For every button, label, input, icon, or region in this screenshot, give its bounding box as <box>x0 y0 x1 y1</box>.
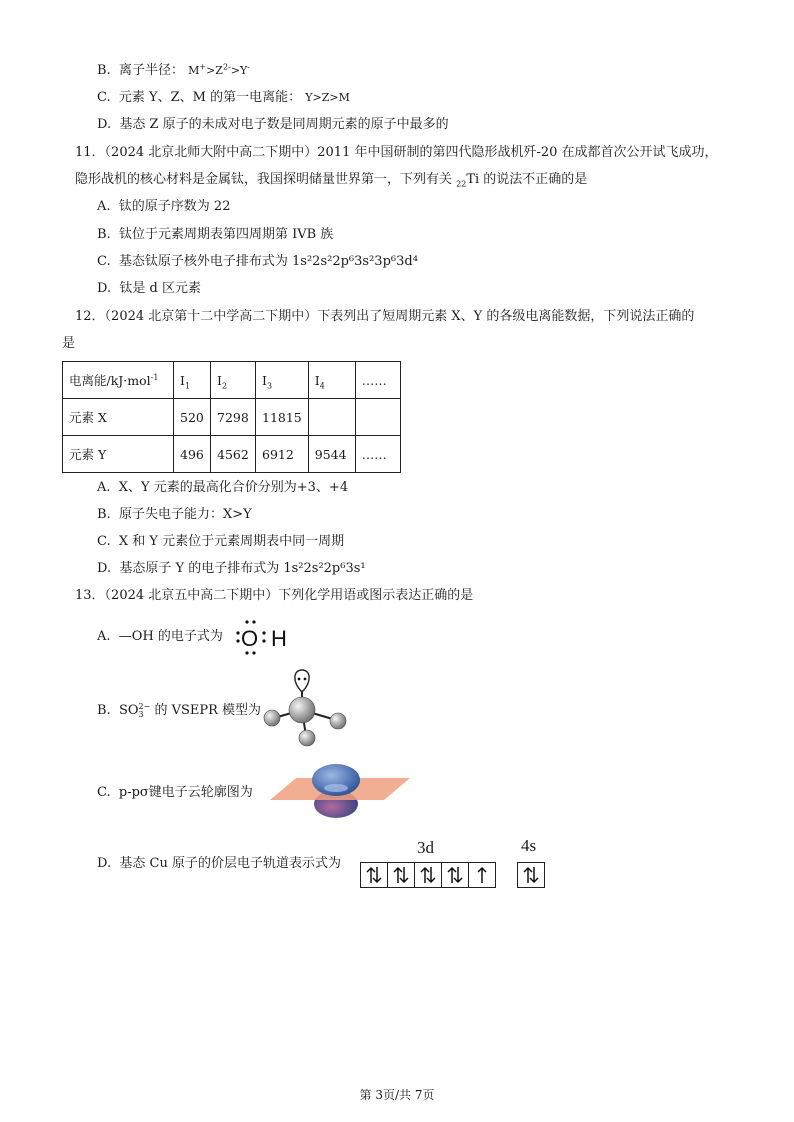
q12-option-a: A. X、Y 元素的最高化合价分别为+3、+4 <box>97 480 349 495</box>
ligand-sphere <box>264 710 280 726</box>
table-cell: 520 <box>174 399 211 436</box>
orbital-box-4s <box>517 862 545 888</box>
q11-option-d: D. 钛是 d 区元素 <box>97 281 201 296</box>
q11-option-b: B. 钛位于元素周期表第四周期第 IVB 族 <box>97 227 334 242</box>
table-cell: 元素 X <box>63 399 174 436</box>
q11-option-a: A. 钛的原子序数为 22 <box>97 199 231 214</box>
q10-option-c: C. 元素 Y、Z、M 的第一电离能： Y>Z>M <box>97 90 350 105</box>
table-cell: 9544 <box>308 436 355 473</box>
table-cell: 4562 <box>211 436 256 473</box>
table-cell: 496 <box>174 436 211 473</box>
orbital-cell-paired <box>388 863 415 887</box>
ligand-sphere <box>330 713 346 729</box>
table-cell: 11815 <box>256 399 309 436</box>
orbital-box-3d <box>360 862 496 888</box>
table-cell: 6912 <box>256 436 309 473</box>
hydroxyl-electron-dot-diagram <box>232 620 296 656</box>
table-row <box>63 436 401 473</box>
q11-stem-line1: 11．（2024 北京北师大附中高二下期中）2011 年中国研制的第四代隐形战机歼-20 在成都首次公开试飞成功， <box>75 145 718 160</box>
orbital-cell-paired <box>415 863 442 887</box>
table-header-cell: $I_1$ <box>174 362 211 399</box>
q13-option-c: C. p-pσ键电子云轮廓图为 <box>97 785 253 800</box>
orbital-cell-paired <box>361 863 388 887</box>
q13-option-a: A. —OH 的电子式为 <box>97 629 223 644</box>
table-header-cell: $I_2$ <box>211 362 256 399</box>
table-cell <box>355 399 400 436</box>
table-header-row <box>63 362 401 399</box>
vsepr-model-diagram <box>258 668 350 750</box>
q13-option-d: D. 基态 Cu 原子的价层电子轨道表示式为 <box>97 856 341 871</box>
q12-stem-line1: 12．（2024 北京第十二中学高二下期中）下表列出了短周期元素 X、Y 的各级电离能数据，下列说法正确的 <box>75 309 695 324</box>
hydrogen-symbol: H <box>271 626 287 651</box>
table-row <box>63 399 401 436</box>
table-cell: 7298 <box>211 399 256 436</box>
orbital-cell-paired <box>442 863 469 887</box>
table-header-cell: 电离能/kJ·mol$^{-1}$ <box>63 362 174 399</box>
table-cell: …… <box>355 436 400 473</box>
table-header-cell: $I_3$ <box>256 362 309 399</box>
page-footer: 第 3页/共 7页 <box>359 1088 435 1102</box>
orbital-label-4s: 4s <box>521 836 537 855</box>
q12-option-b: B. 原子失电子能力：X>Y <box>97 507 252 522</box>
ligand-sphere <box>299 730 315 746</box>
q12-stem-line2: 是 <box>62 336 76 351</box>
q11-stem-line2: 隐形战机的核心材料是金属钛，我国探明储量世界第一，下列有关 $_{22}$Ti 的说法不正确的是 <box>75 172 588 189</box>
lone-pair-lobe <box>295 670 309 692</box>
q12-option-c: C. X 和 Y 元素位于元素周期表中同一周期 <box>97 534 345 549</box>
ionization-energy-table <box>62 361 401 473</box>
q13-stem: 13．（2024 北京五中高二下期中）下列化学用语或图示表达正确的是 <box>75 588 474 603</box>
table-cell: 元素 Y <box>63 436 174 473</box>
q10-option-d: D. 基态 Z 原子的未成对电子数是同周期元素的原子中最多的 <box>97 117 449 132</box>
q13-option-b: B. SO 2− 3 的 VSEPR 模型为 <box>97 701 262 719</box>
ion-radius-formula: $M^+>Z^{2-}>Y^-$ <box>188 62 250 77</box>
q12-option-d: D. 基态原子 Y 的电子排布式为 1s²2s²2p⁶3s¹ <box>97 561 366 576</box>
oxygen-symbol: O <box>241 626 259 651</box>
central-atom-sphere <box>289 697 315 723</box>
orbital-cell-single <box>469 863 495 887</box>
orbital-cell-paired <box>518 863 544 887</box>
sigma-bond-electron-cloud-diagram <box>264 754 414 824</box>
orbital-label-3d: 3d <box>417 838 434 857</box>
q11-option-c: C. 基态钛原子核外电子排布式为 1s²2s²2p⁶3s²3p⁶3d⁴ <box>97 254 418 269</box>
table-header-cell: $I_4$ <box>308 362 355 399</box>
table-cell <box>308 399 355 436</box>
q10-option-b: B. 离子半径： $M^+>Z^{2-}>Y^-$ <box>97 62 250 78</box>
table-header-cell: …… <box>355 362 400 399</box>
